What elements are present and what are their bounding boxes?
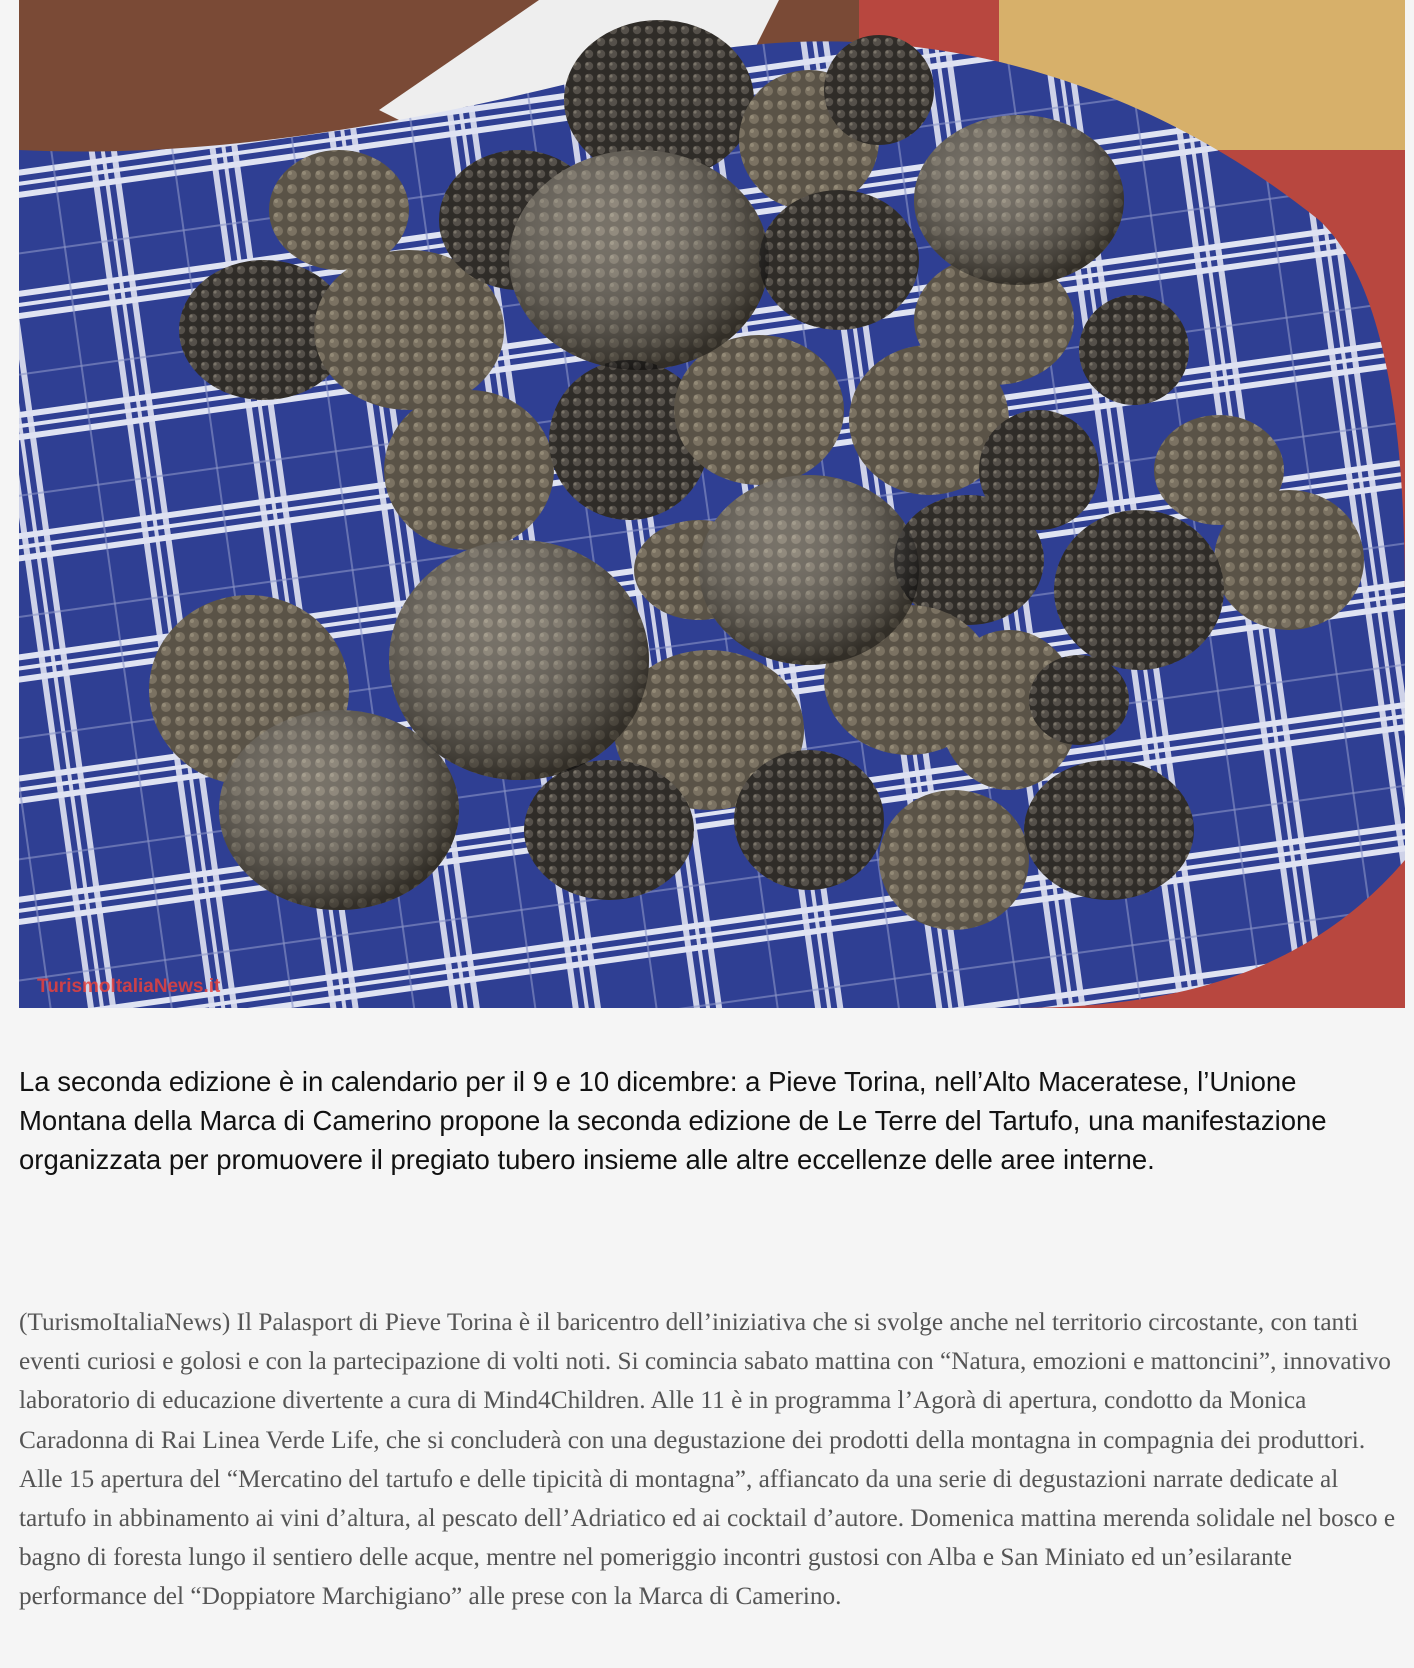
photo-watermark: TurismoItaliaNews.it bbox=[37, 976, 221, 997]
article-lead: La seconda edizione è in calendario per il 9 e 10 dicembre: a Pieve Torina, nell’Alto Maceratese, l’Unione Montana della Marca di Camerino propone la seconda edizione de Le Terre del Tartufo, una manifestazione organizzata per promuovere il pregiato tubero insieme alle altre eccellenze delle aree interne. bbox=[19, 1066, 1327, 1175]
article-body: (TurismoItaliaNews) Il Palasport di Pieve Torina è il baricentro dell’iniziativa che si svolge anche nel territorio circostante, con tanti eventi curiosi e golosi e con la partecipazione di volti noti. Si comincia sabato mattina con “Natura, emozioni e mattoncini”, innovativo laboratorio di educazione divertente a cura di Mind4Children. Alle 11 è in programma l’Agorà di apertura, condotto da Monica Caradonna di Rai Linea Verde Life, che si concluderà con una degustazione dei prodotti della montagna in compagnia dei produttori. Alle 15 apertura del “Mercatino del tartufo e delle tipicità di montagna”, affiancato da una serie di degustazioni narrate dedicate al tartufo in abbinamento ai vini d’altura, al pescato dell’Adriatico ed ai cocktail d’autore. Domenica mattina merenda solidale nel bosco e bagno di foresta lungo il sentiero delle acque, mentre nel pomeriggio incontri gustosi con Alba e San Miniato ed un’esilarante performance del “Doppiatore Marchigiano” alle prese con la Marca di Camerino. bbox=[19, 1308, 1396, 1611]
truffles-image bbox=[19, 0, 1405, 1008]
article-photo bbox=[19, 0, 1405, 1008]
